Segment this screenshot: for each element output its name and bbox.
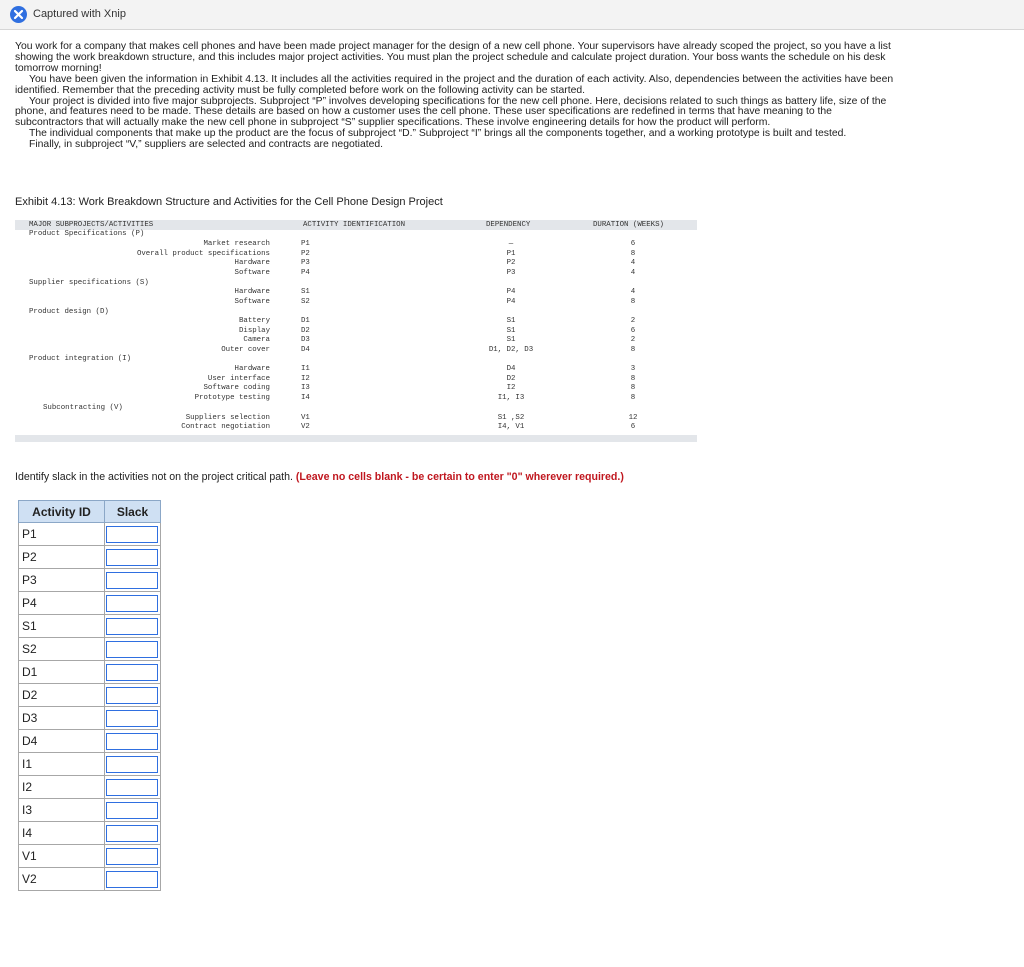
activity-dependency: I2 [506, 384, 516, 392]
activity-id-cell: D2 [19, 684, 105, 707]
activity-id: S2 [301, 297, 310, 306]
activity-name: Software [234, 268, 270, 277]
activity-name: User interface [207, 374, 270, 383]
activity-duration: 6 [630, 240, 636, 248]
app-title: Captured with Xnip [33, 8, 126, 20]
slack-cell [105, 684, 161, 707]
table-row [19, 615, 161, 638]
slack-input-i1[interactable] [106, 756, 158, 773]
table-row [19, 845, 161, 868]
slack-input-p1[interactable] [106, 526, 158, 543]
header-identification: ACTIVITY IDENTIFICATION [303, 221, 406, 229]
slack-cell [105, 546, 161, 569]
intro-paragraph-4: The individual components that make up the product are the focus of subproject “D.” Subproject “I” brings all the components together, and a working prototype is built and tested. [29, 128, 847, 140]
slack-cell [105, 569, 161, 592]
slack-input-i3[interactable] [106, 802, 158, 819]
activity-duration: 8 [630, 249, 636, 258]
group-label-i: Product integration (I) [29, 355, 132, 363]
table-row [19, 684, 161, 707]
slack-answer-table [18, 500, 161, 891]
slack-cell [105, 592, 161, 615]
group-label-v: Subcontracting (V) [43, 403, 123, 412]
activity-name: Hardware [234, 259, 270, 267]
table-row [19, 638, 161, 661]
slack-input-p4[interactable] [106, 595, 158, 612]
activity-name: Suppliers selection [185, 413, 270, 422]
header-duration: DURATION (WEEKS) [593, 221, 664, 229]
slack-table-header-row [19, 501, 161, 523]
wbs-footer-bar [15, 435, 697, 442]
table-row [19, 753, 161, 776]
activity-id-cell: P2 [19, 546, 105, 569]
slack-input-v2[interactable] [106, 871, 158, 888]
header-activity-id: Activity ID [19, 501, 105, 523]
slack-input-s2[interactable] [106, 641, 158, 658]
activity-dependency: P4 [506, 297, 516, 306]
table-row [19, 799, 161, 822]
activity-id: V1 [301, 413, 310, 422]
table-row [19, 730, 161, 753]
activity-name: Software [234, 297, 270, 306]
slack-cell [105, 868, 161, 891]
slack-input-i4[interactable] [106, 825, 158, 842]
activity-duration: 4 [630, 288, 636, 296]
slack-input-d4[interactable] [106, 733, 158, 750]
problem-description [15, 42, 895, 151]
exhibit-title: Exhibit 4.13: Work Breakdown Structure and Activities for the Cell Phone Design Project [15, 196, 443, 208]
slack-cell [105, 799, 161, 822]
wbs-table [15, 220, 697, 442]
activity-id-cell: I2 [19, 776, 105, 799]
activity-id-cell: D4 [19, 730, 105, 753]
activity-name: Battery [238, 317, 270, 325]
activity-id-cell: I1 [19, 753, 105, 776]
activity-dependency: S1 [506, 326, 516, 335]
activity-id: S1 [301, 288, 310, 296]
header-dependency: DEPENDENCY [486, 221, 531, 229]
activity-dependency: P3 [506, 268, 516, 277]
group-label-p: Product Specifications (P) [29, 230, 145, 238]
slack-input-d1[interactable] [106, 664, 158, 681]
activity-id: D1 [301, 317, 310, 325]
activity-id: P1 [301, 240, 310, 248]
slack-cell [105, 523, 161, 546]
activity-dependency: D4 [506, 365, 516, 373]
table-row [19, 661, 161, 684]
slack-cell [105, 753, 161, 776]
activity-dependency: D1, D2, D3 [488, 345, 534, 354]
activity-dependency: S1 ,S2 [497, 413, 525, 422]
activity-name: Display [238, 326, 270, 335]
activity-id-cell: S1 [19, 615, 105, 638]
slack-input-d2[interactable] [106, 687, 158, 704]
activity-duration: 8 [630, 297, 636, 306]
activity-duration: 12 [628, 413, 638, 422]
slack-input-i2[interactable] [106, 779, 158, 796]
activity-id: D4 [301, 345, 310, 354]
header-slack: Slack [105, 501, 161, 523]
question-requirement: (Leave no cells blank - be certain to enter "0" wherever required.) [295, 471, 624, 483]
table-row [19, 523, 161, 546]
question-text: Identify slack in the activities not on the project critical path. [15, 471, 293, 483]
slack-cell [105, 845, 161, 868]
activity-name: Camera [243, 336, 270, 344]
slack-input-d3[interactable] [106, 710, 158, 727]
activity-duration: 4 [630, 268, 636, 277]
activity-duration: 8 [630, 384, 636, 392]
activity-name: Outer cover [221, 345, 270, 354]
activity-id-cell: S2 [19, 638, 105, 661]
activity-id: I4 [301, 393, 310, 402]
activity-id: I2 [301, 374, 310, 383]
slack-cell [105, 615, 161, 638]
slack-input-s1[interactable] [106, 618, 158, 635]
activity-id: P2 [301, 249, 310, 258]
activity-id: I3 [301, 384, 310, 392]
intro-paragraph-2: You have been given the information in Exhibit 4.13. It includes all the activities required in the project and the duration of each activity. Also, dependencies between the activities have been identified. Remember that the preceding activity must be fully completed before work on the following activity can be started. [15, 73, 894, 96]
table-row [19, 592, 161, 615]
activity-name: Hardware [234, 288, 270, 296]
activity-id: P4 [301, 268, 310, 277]
activity-id: D3 [301, 336, 310, 344]
slack-cell [105, 776, 161, 799]
activity-dependency: D2 [506, 374, 516, 383]
activity-duration: 8 [630, 374, 636, 383]
activity-dependency: S1 [506, 336, 516, 344]
slack-input-p2[interactable] [106, 549, 158, 566]
group-label-s: Supplier specifications (S) [29, 278, 149, 287]
table-row [19, 707, 161, 730]
activity-id: P3 [301, 259, 310, 267]
table-row [19, 569, 161, 592]
activity-duration: 2 [630, 336, 636, 344]
slack-input-v1[interactable] [106, 848, 158, 865]
activity-dependency: P2 [506, 259, 516, 267]
activity-dependency: P4 [506, 288, 516, 296]
slack-cell [105, 661, 161, 684]
activity-id-cell: V1 [19, 845, 105, 868]
activity-id-cell: I3 [19, 799, 105, 822]
activity-id-cell: D1 [19, 661, 105, 684]
activity-duration: 2 [630, 317, 636, 325]
activity-id-cell: P1 [19, 523, 105, 546]
activity-dependency: I4, V1 [497, 423, 525, 431]
intro-paragraph-5: Finally, in subproject “V,” suppliers are selected and contracts are negotiated. [29, 139, 384, 151]
activity-name: Contract negotiation [181, 423, 270, 431]
activity-name: Software coding [203, 384, 270, 392]
activity-id-cell: V2 [19, 868, 105, 891]
slack-input-p3[interactable] [106, 572, 158, 589]
activity-name: Market research [203, 240, 270, 248]
table-row [19, 868, 161, 891]
activity-duration: 6 [630, 326, 636, 335]
header-activities: MAJOR SUBPROJECTS/ACTIVITIES [29, 221, 154, 229]
activity-duration: 8 [630, 345, 636, 354]
activity-id-cell: P3 [19, 569, 105, 592]
group-label-d: Product design (D) [29, 307, 109, 316]
activity-dependency: P1 [506, 249, 516, 258]
activity-dependency: S1 [506, 317, 516, 325]
activity-dependency: I1, I3 [497, 393, 525, 402]
table-row [19, 776, 161, 799]
activity-duration: 4 [630, 259, 636, 267]
activity-name: Overall product specifications [136, 249, 270, 258]
activity-duration: 8 [630, 393, 636, 402]
question-instruction [15, 471, 624, 483]
title-bar [0, 0, 1024, 30]
table-row [19, 546, 161, 569]
slack-cell [105, 822, 161, 845]
activity-id: D2 [301, 326, 310, 335]
activity-duration: 3 [630, 365, 636, 373]
intro-paragraph-3: Your project is divided into five major subprojects. Subproject “P” involves developing specifications for the new cell phone. Here, decisions related to such things as battery life, size of the phone, and features need to be made. These details are based on how a customer uses the cell phone. These user specifications are redefined in terms that have meaning to the subcontractors that will actually make the new cell phone in subproject “S” supplier specifications. These involve engineering details for how the product will perform. [15, 95, 887, 129]
intro-paragraph-1: You work for a company that makes cell phones and have been made project manager for the design of a new cell phone. Your supervisors have already scoped the project, so you have a list showing the work breakdown structure, and this includes major project activities. You must plan the project schedule and calculate project duration. Your boss wants the schedule on his desk tomorrow morning! [15, 41, 891, 74]
activity-id-cell: D3 [19, 707, 105, 730]
activity-dependency: — [508, 240, 514, 248]
activity-id: V2 [301, 423, 310, 431]
slack-cell [105, 730, 161, 753]
table-row [19, 822, 161, 845]
activity-name: Prototype testing [194, 393, 270, 402]
activity-id-cell: I4 [19, 822, 105, 845]
activity-id-cell: P4 [19, 592, 105, 615]
slack-cell [105, 638, 161, 661]
xnip-logo-icon [10, 6, 27, 23]
slack-cell [105, 707, 161, 730]
activity-id: I1 [301, 365, 310, 373]
activity-name: Hardware [234, 365, 270, 373]
activity-duration: 6 [630, 423, 636, 431]
